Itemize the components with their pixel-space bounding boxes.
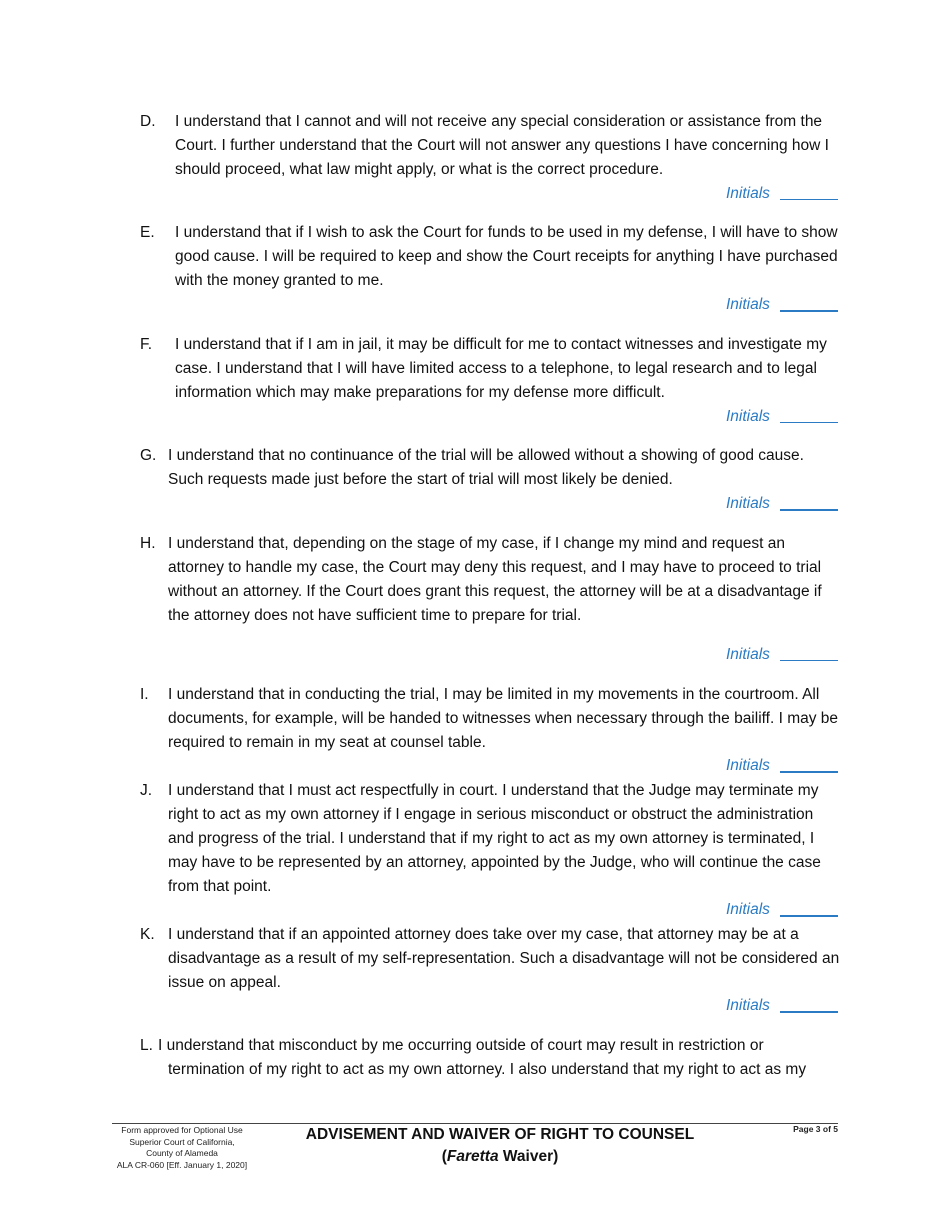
- initials-field-g[interactable]: [780, 509, 838, 511]
- item-text: I understand that in conducting the trial, I may be limited in my movements in the courtroom. All documents, for example, will be handed to witnesses when necessary through the bailiff. I may be required to remain in my seat at counsel table.: [168, 686, 839, 751]
- initials-field-h[interactable]: [780, 660, 838, 661]
- initials-label: Initials: [726, 757, 770, 774]
- form-title-line2: (Faretta Waiver): [441, 1148, 559, 1165]
- initials-j: [726, 900, 770, 920]
- initials-h: [726, 645, 770, 665]
- form-approval-line: Form approved for Optional Use: [121, 1125, 243, 1135]
- initials-f: [726, 407, 770, 427]
- item-letter: K.: [140, 926, 155, 943]
- item-letter: F.: [140, 336, 153, 353]
- item-text: I understand that if I am in jail, it may be difficult for me to contact witnesses and investigate my case. I understand that I will have limited access to a telephone, to legal research and to legal information which may make preparations for my defense more difficult.: [175, 336, 827, 401]
- initials-field-e[interactable]: [780, 310, 838, 312]
- item-text: I understand that, depending on the stage of my case, if I change my mind and request an attorney to handle my case, the Court may deny this request, and I may have to proceed to trial without an attorney. If the Court does grant this request, the attorney will be at a disadvantage if the attorney does not have sufficient time to prepare for trial.: [168, 535, 822, 624]
- initials-label: Initials: [726, 495, 770, 512]
- initials-field-j[interactable]: [780, 915, 838, 917]
- item-h: [140, 532, 840, 628]
- form-title-line1: ADVISEMENT AND WAIVER OF RIGHT TO COUNSEL: [305, 1126, 695, 1143]
- initials-field-i[interactable]: [780, 771, 838, 773]
- item-letter: I.: [140, 686, 149, 703]
- item-letter: G.: [140, 447, 157, 464]
- initials-label: Initials: [726, 997, 770, 1014]
- initials-label: Initials: [726, 296, 770, 313]
- item-j: [140, 779, 840, 899]
- initials-i: [726, 756, 770, 776]
- item-letter: H.: [140, 535, 156, 552]
- item-i: [140, 683, 840, 755]
- item-text: I understand that I must act respectfully in court. I understand that the Judge may terminate my right to act as my own attorney if I engage in serious misconduct or obstruct the administration and progress of the trial. I understand that if my right to act as my own attorney is terminated, I may have to be represented by an attorney, appointed by the Judge, who will continue the case from that point.: [168, 782, 821, 895]
- item-letter: E.: [140, 224, 155, 241]
- item-text: I understand that if an appointed attorney does take over my case, that attorney may be at a disadvantage as a result of my self-representation. Such a disadvantage will not be considered an issue on appeal.: [168, 926, 840, 991]
- initials-k: [726, 996, 770, 1016]
- initials-field-k[interactable]: [780, 1011, 838, 1013]
- form-approval-line: County of Alameda: [146, 1148, 218, 1158]
- form-approval-line: ALA CR-060 [Eff. January 1, 2020]: [116, 1159, 248, 1170]
- initials-label: Initials: [726, 646, 770, 663]
- initials-field-d[interactable]: [780, 199, 838, 200]
- item-text: I understand that if I wish to ask the Court for funds to be used in my defense, I will have to show good cause. I will be required to keep and show the Court receipts for anything I have purchased with the money granted to me.: [175, 224, 838, 289]
- item-letter: L.: [140, 1037, 153, 1054]
- item-g: [140, 444, 840, 492]
- initials-d: [726, 184, 770, 204]
- form-approval-line: Superior Court of California,: [129, 1136, 235, 1147]
- initials-label: Initials: [726, 185, 770, 202]
- item-l: [140, 1034, 840, 1082]
- initials-field-f[interactable]: [780, 422, 838, 423]
- item-letter: D.: [140, 113, 156, 130]
- item-f: [140, 333, 840, 405]
- item-d: [140, 110, 840, 182]
- form-approval-info: [112, 1125, 252, 1171]
- initials-label: Initials: [726, 408, 770, 425]
- page-number: Page 3 of 5: [793, 1124, 838, 1134]
- item-e: [140, 221, 840, 293]
- item-k: [140, 923, 840, 995]
- initials-e: [726, 295, 770, 315]
- initials-g: [726, 494, 770, 514]
- initials-label: Initials: [726, 901, 770, 918]
- item-text: I understand that misconduct by me occurring outside of court may result in restriction or termination of my right to act as my own attorney. I also understand that my right to act as my: [158, 1037, 807, 1078]
- item-text: I understand that no continuance of the trial will be allowed without a showing of good cause. Such requests made just before the start of trial will most likely be denied.: [168, 447, 804, 488]
- item-text: I understand that I cannot and will not receive any special consideration or assistance from the Court. I further understand that the Court will not answer any questions I have concerning how I should proceed, what law might apply, or what is the correct procedure.: [175, 113, 829, 178]
- form-title: [290, 1124, 710, 1168]
- item-letter: J.: [140, 782, 153, 799]
